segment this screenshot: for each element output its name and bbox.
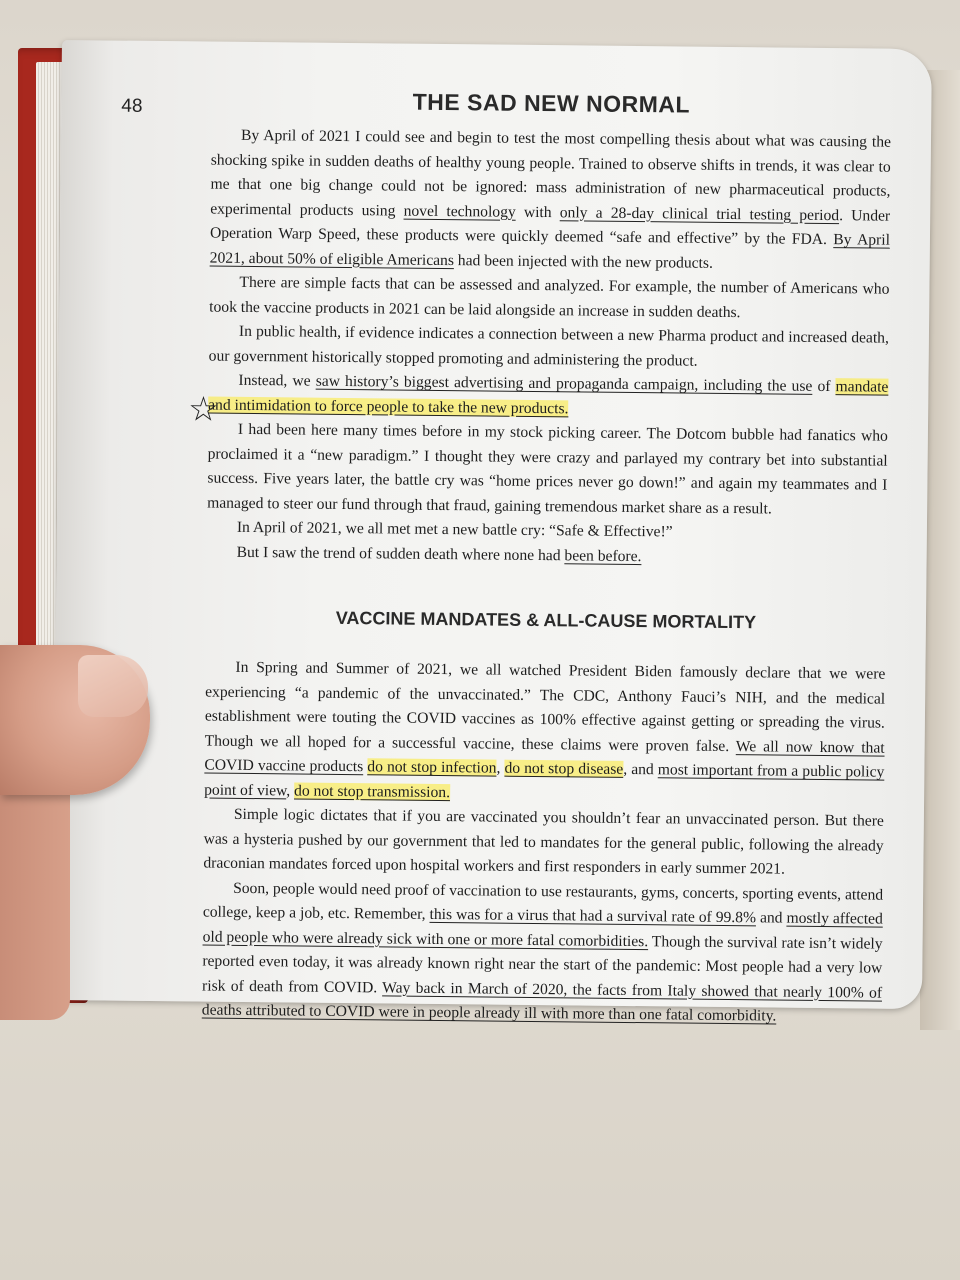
underline: By April 2021, about 50% of eligible Americans (209, 231, 891, 269)
page-content (187, 87, 892, 1031)
underline: Way back in March of 2020, the facts from Italy showed that nearly 100% of deaths attributed to COVID were in people already ill with more than one fatal comorbidity. (201, 978, 883, 1025)
underline: this was for a virus that had a survival rate of 99.8% (429, 905, 757, 927)
page-number: 48 (121, 95, 143, 117)
underline: mostly affected old people who were already sick with one or more fatal comorbidities. (202, 909, 883, 950)
highlight: do not stop disease (504, 759, 624, 778)
paragraph-1: By April of 2021 I could see and begin to test the most compelling thesis about what was causing the shocking spike in sudden deaths of healthy young people. Trained to observe shifts in trends, it was clear to me that one big change could not be ignored: mass administration of new pharmaceutical products, experimental products using novel technology with only a 28-day clinical trial testing period. Under Operation Warp Speed, these products were quickly deemed “safe and effective” by the FDA. By April 2021, about 50% of eligible Americans had been injected with the new products. (209, 126, 892, 272)
paragraph-5: I had been here many times before in my stock picking career. The Dotcom bubble had fanatics who proclaimed it a “new paradigm.” I thought they were crazy and parlayed my contrary bet into substantial success. Five years later, the battle cry was “home prices never go down!” and again my teammates and I managed to steer our fund through that fraud, gaining tremendous market share as a result. (207, 420, 888, 517)
book-page (52, 40, 932, 1025)
highlight: do not stop transmission. (294, 781, 451, 801)
paragraph-2: There are simple facts that can be assessed and analyzed. For example, the number of Americans who took the vaccine products in 2021 can be laid alongside an increase in sudden deaths. (209, 273, 890, 321)
paragraph-10: Soon, people would need proof of vaccination to use restaurants, gyms, concerts, sporting events, attend college, keep a job, etc. Remember, this was for a virus that had a survival rate of 99.8% and mostly affected old people who were already sick with one or more fatal comorbidities. Though the survival rate isn’t widely reported even today, it was already known right near the start of the pandemic: Most people had a very low risk of death from COVID. Way back in March of 2020, the facts from Italy showed that nearly 100% of deaths attributed to COVID were in people already ill with more than one fatal comorbidity. (201, 879, 884, 1025)
underline: We all now know that COVID vaccine products (204, 737, 885, 776)
star-mark-icon: ☆ (187, 389, 219, 430)
paragraph-7: But I saw the trend of sudden death where none had been before. (236, 543, 642, 565)
paragraph-3: In public health, if evidence indicates a connection between a new Pharma product and increased death, our government historically stopped promoting and administering the product. (208, 322, 890, 370)
underline: saw history’s biggest advertising and propaganda campaign, including the use (315, 372, 813, 395)
highlight: do not stop infection (367, 758, 497, 777)
paragraph-9: Simple logic dictates that if you are vaccinated you shouldn’t fear an unvaccinated person. But there was a hysteria pushed by our government that led to mandates for the general public, following the already draconian mandates forced upon hospital workers and first responders in early summer 2021. (203, 805, 884, 878)
hand (0, 760, 70, 1020)
underline: only a 28-day clinical trial testing period (559, 203, 840, 224)
underline: novel technology (403, 202, 516, 221)
paragraph-8: In Spring and Summer of 2021, we all watched President Biden famously declare that we were experiencing “a pandemic of the unvaccinated.” The CDC, Anthony Fauci’s NIH, and the medical establishment were touting the COVID vaccines as 100% effective against getting or spreading the virus. Though we all hoped for a successful vaccine, these claims were proven false. We all now know that COVID vaccine products do not stop infection, do not stop disease, and most important from a public policy point of view, do not stop transmission. (204, 658, 886, 801)
chapter-title: THE SAD NEW NORMAL (412, 88, 691, 118)
section-title: VACCINE MANDATES & ALL-CAUSE MORTALITY (335, 607, 757, 633)
underline: been before. (564, 546, 642, 565)
highlight: mandate and intimidation to force people to take the new products. (208, 378, 889, 417)
underline: most important from a public policy point of view (204, 761, 885, 799)
paragraph-6: In April of 2021, we all met met a new battle cry: “Safe & Effective!” (236, 518, 673, 541)
paragraph-4: ☆ Instead, we saw history’s biggest advertising and propaganda campaign, including the use of mandate and intimidation to force people to take the new products. (208, 369, 888, 425)
thumbnail (78, 655, 148, 717)
